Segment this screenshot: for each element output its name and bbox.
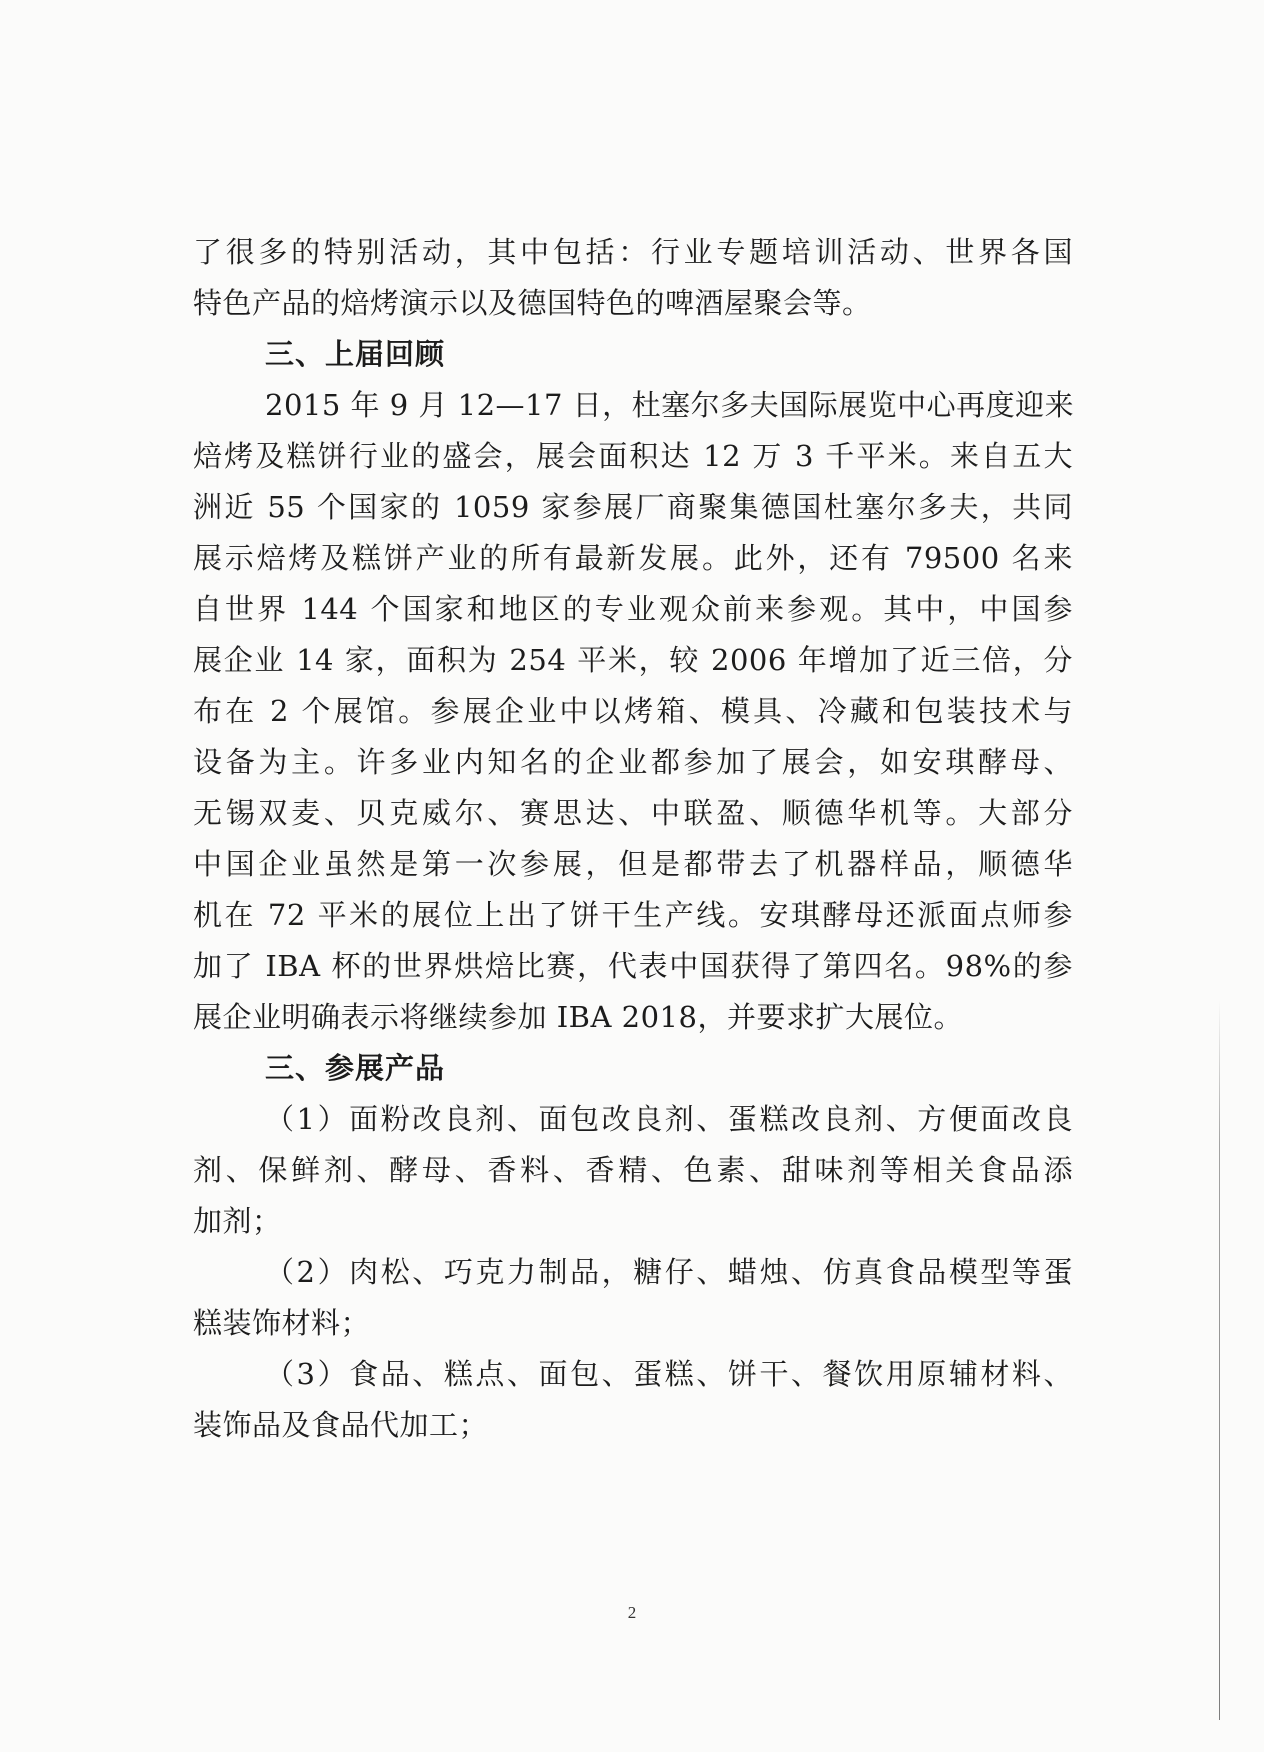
section-heading-products: 三、参展产品 bbox=[265, 1051, 446, 1085]
list-item-line: 加剂； bbox=[193, 1204, 282, 1238]
paragraph-line: 了很多的特别活动，其中包括：行业专题培训活动、世界各国 bbox=[193, 235, 1073, 269]
paragraph-line: 无锡双麦、贝克威尔、赛思达、中联盈、顺德华机等。大部分 bbox=[193, 796, 1073, 830]
list-item-line: （3）食品、糕点、面包、蛋糕、饼干、餐饮用原辅材料、 bbox=[265, 1357, 1073, 1391]
paragraph-line: 加了 IBA 杯的世界烘焙比赛，代表中国获得了第四名。98%的参 bbox=[193, 949, 1073, 983]
paragraph-line: 展示焙烤及糕饼产业的所有最新发展。此外，还有 79500 名来 bbox=[193, 541, 1073, 575]
list-item-line: 糕装饰材料； bbox=[193, 1306, 371, 1340]
paragraph-line: 展企业明确表示将继续参加 IBA 2018，并要求扩大展位。 bbox=[193, 1000, 963, 1034]
list-item-line: （1）面粉改良剂、面包改良剂、蛋糕改良剂、方便面改良 bbox=[265, 1102, 1073, 1136]
paragraph-line: 布在 2 个展馆。参展企业中以烤箱、模具、冷藏和包装技术与 bbox=[193, 694, 1073, 728]
paragraph-line: 2015 年 9 月 12—17 日，杜塞尔多夫国际展览中心再度迎来 bbox=[265, 388, 1075, 422]
paragraph-line: 机在 72 平米的展位上出了饼干生产线。安琪酵母还派面点师参 bbox=[193, 898, 1073, 932]
list-item-line: 装饰品及食品代加工； bbox=[193, 1408, 489, 1442]
paragraph-line: 自世界 144 个国家和地区的专业观众前来参观。其中，中国参 bbox=[193, 592, 1073, 626]
paragraph-line: 设备为主。许多业内知名的企业都参加了展会，如安琪酵母、 bbox=[193, 745, 1073, 779]
paragraph-line: 洲近 55 个国家的 1059 家参展厂商聚集德国杜塞尔多夫，共同 bbox=[193, 490, 1073, 524]
paragraph-line: 特色产品的焙烤演示以及德国特色的啤酒屋聚会等。 bbox=[193, 286, 872, 320]
list-item-line: 剂、保鲜剂、酵母、香料、香精、色素、甜味剂等相关食品添 bbox=[193, 1153, 1073, 1187]
paragraph-line: 焙烤及糕饼行业的盛会，展会面积达 12 万 3 千平米。来自五大 bbox=[193, 439, 1073, 473]
section-heading-review: 三、上届回顾 bbox=[265, 337, 446, 371]
page-number: 2 bbox=[627, 1603, 637, 1622]
paragraph-line: 中国企业虽然是第一次参展，但是都带去了机器样品，顺德华 bbox=[193, 847, 1073, 881]
list-item-line: （2）肉松、巧克力制品，糖仔、蜡烛、仿真食品模型等蛋 bbox=[265, 1255, 1073, 1289]
paragraph-line: 展企业 14 家，面积为 254 平米，较 2006 年增加了近三倍，分 bbox=[193, 643, 1073, 677]
